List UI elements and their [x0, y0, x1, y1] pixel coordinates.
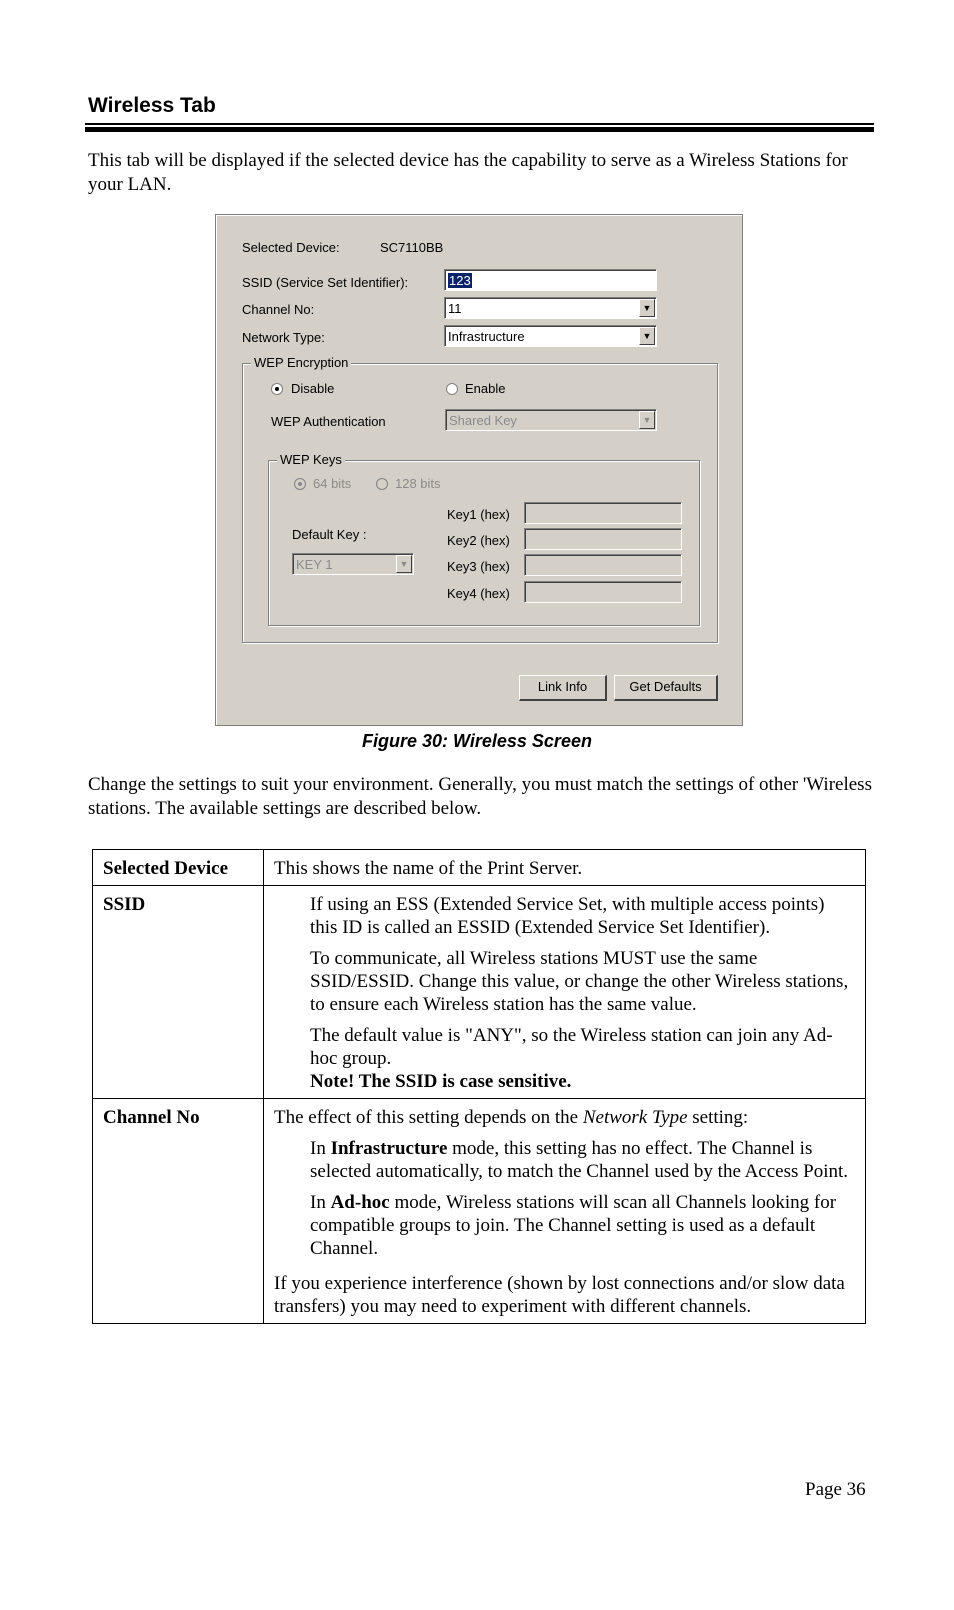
- link-info-button[interactable]: Link Info: [519, 675, 607, 701]
- ssid-value: 123: [449, 273, 471, 288]
- wep-keys-group: [268, 452, 700, 626]
- wep-auth-select[interactable]: [445, 409, 657, 431]
- key1-input[interactable]: [524, 502, 682, 524]
- row-key-channel: Channel No: [93, 1099, 264, 1324]
- disable-label: Disable: [291, 381, 335, 396]
- ssid-label: SSID (Service Set Identifier):: [242, 275, 409, 290]
- channel-intro: The effect of this setting depends on the Network Type setting:: [274, 1107, 749, 1128]
- row-desc-ssid: [264, 886, 866, 1099]
- chevron-down-icon[interactable]: ▼: [396, 555, 412, 573]
- channel-select[interactable]: [444, 297, 657, 319]
- enable-label: Enable: [465, 381, 506, 396]
- key4-label: Key4 (hex): [447, 586, 510, 601]
- network-type-select[interactable]: [444, 325, 657, 347]
- ssid-desc-p1: If using an ESS (Extended Service Set, with multiple access points) this ID is called an ESSID (Extended Service Set Identifier).: [310, 894, 825, 938]
- enable-radio[interactable]: [446, 383, 458, 395]
- bits128-radio[interactable]: [376, 478, 388, 490]
- chevron-down-icon[interactable]: ▼: [639, 299, 655, 317]
- network-type-label: Network Type:: [242, 330, 325, 345]
- disable-radio[interactable]: [271, 383, 283, 395]
- get-defaults-button[interactable]: Get Defaults: [614, 675, 718, 701]
- chevron-down-icon[interactable]: ▼: [639, 411, 655, 429]
- heading-rule-thin: [85, 123, 874, 125]
- ssid-desc-p2: To communicate, all Wireless stations MUST use the same SSID/ESSID. Change this value, or change the other Wireless stations, to ensure each Wireless station has the same value.: [310, 948, 849, 1015]
- chevron-down-icon[interactable]: ▼: [639, 327, 655, 345]
- wireless-dialog: [215, 214, 743, 726]
- channel-value: 11: [448, 301, 462, 316]
- table-row: [93, 1099, 866, 1324]
- key3-input[interactable]: [524, 554, 682, 576]
- heading-rule-thick: [85, 127, 874, 132]
- key3-label: Key3 (hex): [447, 559, 510, 574]
- row-desc-selected-device: This shows the name of the Print Server.: [264, 850, 866, 886]
- channel-label: Channel No:: [242, 302, 315, 317]
- key2-label: Key2 (hex): [447, 533, 510, 548]
- channel-adhoc: In Ad-hoc mode, Wireless stations will scan all Channels looking for compatible groups to join. The Channel setting is used as a default Channel.: [310, 1192, 837, 1259]
- wep-auth-label: WEP Authentication: [271, 414, 386, 429]
- table-row: [93, 886, 866, 1099]
- figure-caption: Figure 30: Wireless Screen: [362, 731, 592, 751]
- bits64-radio[interactable]: [294, 478, 306, 490]
- row-key-ssid: SSID: [93, 886, 264, 1099]
- section-heading: Wireless Tab: [88, 94, 216, 117]
- settings-table: [92, 849, 866, 1324]
- channel-outro: If you experience interference (shown by lost connections and/or slow data transfers) you may need to experiment with different channels.: [274, 1273, 845, 1317]
- selected-device-value: SC7110BB: [380, 240, 444, 255]
- wep-encryption-group: [242, 355, 718, 643]
- table-row: [93, 850, 866, 886]
- ssid-desc-p3: The default value is "ANY", so the Wireless station can join any Ad-hoc group.: [310, 1025, 833, 1069]
- channel-infrastructure: In Infrastructure mode, this setting has no effect. The Channel is selected automatically, to match the Channel used by the Access Point.: [310, 1138, 849, 1182]
- key1-label: Key1 (hex): [447, 507, 510, 522]
- wep-encryption-legend: WEP Encryption: [251, 355, 351, 370]
- page-number: Page 36: [805, 1479, 866, 1500]
- row-key-selected-device: Selected Device: [93, 850, 264, 886]
- bits128-label: 128 bits: [395, 476, 441, 491]
- bits64-label: 64 bits: [313, 476, 352, 491]
- row-desc-channel: [264, 1099, 866, 1324]
- default-key-select[interactable]: [292, 553, 414, 575]
- default-key-label: Default Key :: [292, 527, 367, 542]
- ssid-input[interactable]: [444, 269, 657, 291]
- default-key-value: KEY 1: [296, 557, 333, 572]
- selected-device-label: Selected Device:: [242, 240, 340, 255]
- wep-auth-value: Shared Key: [449, 413, 517, 428]
- key4-input[interactable]: [524, 581, 682, 603]
- ssid-note: Note! The SSID is case sensitive.: [310, 1071, 572, 1092]
- key2-input[interactable]: [524, 528, 682, 550]
- network-type-value: Infrastructure: [448, 329, 525, 344]
- wep-keys-legend: WEP Keys: [277, 452, 345, 467]
- intro-paragraph: This tab will be displayed if the selected device has the capability to serve as a Wireless Stations for your LAN.: [88, 150, 848, 195]
- settings-paragraph: Change the settings to suit your environment. Generally, you must match the settings of other 'Wireless stations. The available settings are described below.: [88, 774, 872, 819]
